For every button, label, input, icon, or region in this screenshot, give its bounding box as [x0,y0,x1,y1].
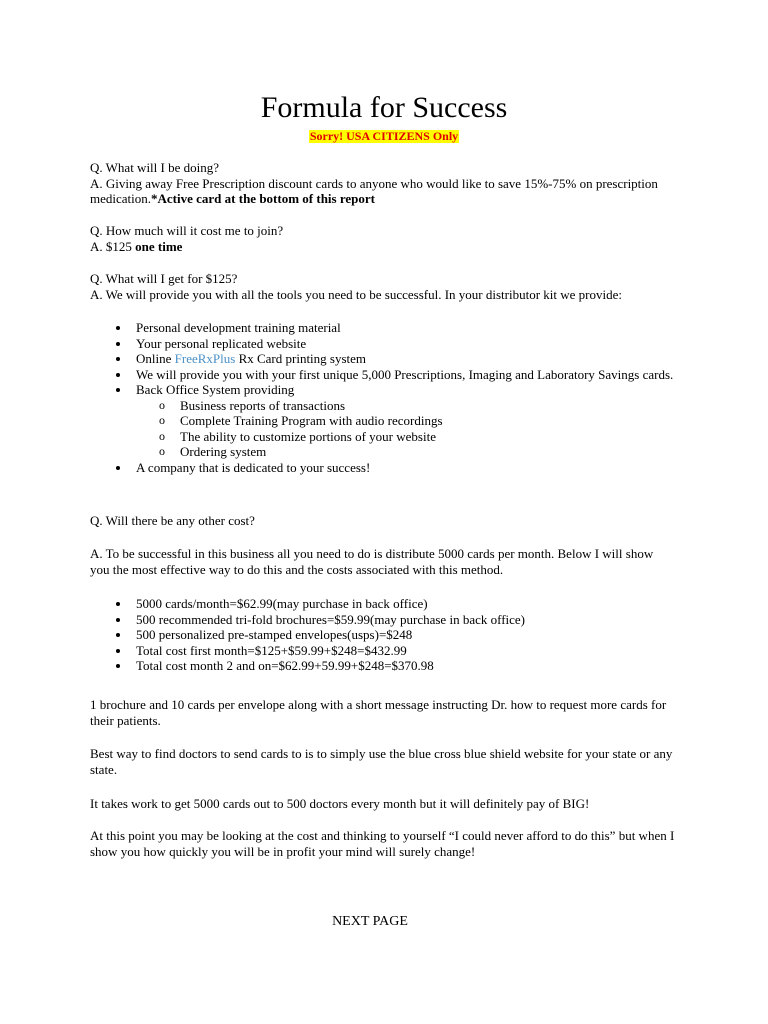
subtitle-highlight: Sorry! USA CITIZENS Only [309,129,459,143]
circle-bullet-icon: o [159,428,165,443]
answer-2 [90,239,675,255]
bullet-icon [116,466,120,470]
answer-4-block [90,546,675,577]
list-item [90,596,675,612]
sub-list-item [136,429,675,445]
list-item [90,460,675,476]
bullet-icon [116,664,120,668]
answer-1 [90,176,675,207]
qa-section-3 [90,271,675,302]
list-item-text-pre: Online [136,351,175,366]
list-item [90,612,675,628]
bullet-icon [116,326,120,330]
paragraph-2-text: Best way to find doctors to send cards to is to simply use the blue cross blue shield website for your state or any state. [90,746,673,777]
list-item-text: Total cost month 2 and on=$62.99+59.99+$248=$370.98 [136,658,434,673]
paragraph-3-text: It takes work to get 5000 cards out to 500 doctors every month but it will definitely pay of BIG! [90,796,590,811]
back-office-sublist [136,398,675,460]
qa-section-2 [90,223,675,254]
next-page-label: NEXT PAGE [332,914,408,929]
answer-2-bold: one time [135,238,183,254]
list-item [90,658,675,674]
list-item-text: 500 recommended tri-fold brochures=$59.99(may purchase in back office) [136,611,526,627]
paragraph-2 [90,746,675,777]
answer-1-bold: *Active card at the bottom of this report [151,191,375,206]
list-item-text: Back Office System providing [136,382,295,397]
list-item [90,382,675,460]
sub-list-item-text: Complete Training Program with audio recordings [180,413,443,428]
list-item-text: Your personal replicated website [136,335,307,351]
circle-bullet-icon: o [159,444,165,458]
list-item-text: 5000 cards/month=$62.99(may purchase in back office) [136,596,428,611]
qa-section-1 [90,160,675,207]
list-item-text: Total cost first month=$125+$59.99+$248=$432.99 [136,642,407,658]
list-item [90,320,675,336]
question-3: Q. What will I get for $125? [90,271,238,286]
subtitle-wrap [90,128,678,144]
kit-list [90,320,675,475]
circle-bullet-icon: o [159,413,165,427]
freerxplus-link[interactable]: FreeRxPlus [174,351,236,366]
bullet-icon [116,373,120,377]
sub-list-item [136,398,675,414]
list-item [90,643,675,659]
answer-4: A. To be successful in this business all you need to do is distribute 5000 cards per month. Below I will show you the most effective way to do this and the costs associated with this method. [90,546,654,577]
question-1: Q. What will I be doing? [90,160,220,175]
list-item-text: 500 personalized pre-stamped envelopes(usps)=$248 [136,627,413,642]
list-item [90,351,675,367]
circle-bullet-icon: o [159,397,165,412]
sub-list-item-text: The ability to customize portions of your website [180,428,436,444]
list-item-text: A company that is dedicated to your success! [136,459,371,475]
answer-2-text: A. $125 [90,238,136,254]
page-title: Formula for Success [260,91,508,124]
qa-section-4 [90,513,675,529]
bullet-icon [116,388,120,392]
paragraph-1-text: 1 brochure and 10 cards per envelope along with a short message instructing Dr. how to request more cards for their patients. [90,697,667,728]
bullet-icon [116,618,120,622]
sub-list-item [136,413,675,429]
paragraph-1 [90,697,675,728]
bullet-icon [116,649,120,653]
question-2: Q. How much will it cost me to join? [90,223,284,238]
answer-1-text: A. Giving away Free Prescription discount cards to anyone who would like to save 15%-75% on prescription medication. [90,175,658,206]
bullet-icon [116,342,120,346]
sub-list-item-text: Business reports of transactions [180,397,346,413]
list-item [90,627,675,643]
sub-list-item [136,444,675,460]
list-item-text: Personal development training material [136,320,341,335]
answer-3: A. We will provide you with all the tools you need to be successful. In your distributor kit we provide: [90,286,622,302]
paragraph-3 [90,796,675,812]
paragraph-4-text: At this point you may be looking at the cost and thinking to yourself “I could never afford to do this” but when I show you how quickly you will be in profit your mind will surely change! [90,828,675,859]
list-item-text-post: Rx Card printing system [235,351,367,366]
list-item [90,367,675,383]
bullet-icon [116,602,120,606]
list-item [90,336,675,352]
list-item-text: We will provide you with your first unique 5,000 Prescriptions, Imaging and Laboratory Savings cards. [136,366,674,382]
cost-list [90,596,675,674]
bullet-icon [116,357,120,361]
sub-list-item-text: Ordering system [180,444,267,459]
paragraph-4 [90,828,675,859]
question-4: Q. Will there be any other cost? [90,513,255,528]
bullet-icon [116,633,120,637]
